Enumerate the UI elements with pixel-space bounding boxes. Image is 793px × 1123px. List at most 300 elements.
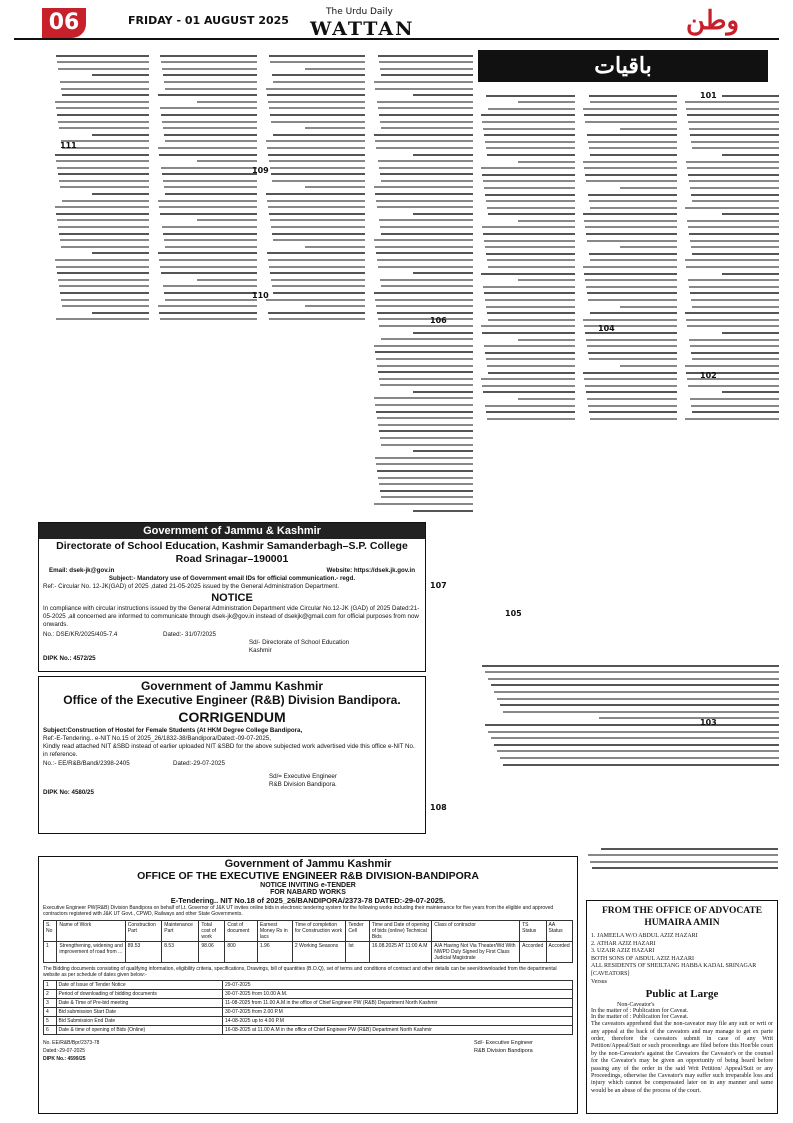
issue-date: FRIDAY - 01 AUGUST 2025 xyxy=(128,14,289,27)
urdu-text-line xyxy=(589,95,677,97)
schedule-cell: 29-07-2025 xyxy=(223,981,573,990)
urdu-text-line xyxy=(376,463,473,465)
urdu-text-line xyxy=(59,127,149,129)
tender-col-header: Name of Work xyxy=(57,921,125,942)
schedule-row xyxy=(44,999,573,1008)
urdu-text-line xyxy=(413,510,473,512)
urdu-text-line xyxy=(685,365,779,367)
urdu-text-line xyxy=(379,430,473,432)
urdu-text-line xyxy=(376,147,473,149)
corrigendum-number: No.:- EE/R&B/Bandi/2398-2405 xyxy=(43,760,130,767)
corrigendum-date: Dated:-29-07-2025 xyxy=(173,760,225,767)
matter-line: In the matter of : Publication for Caveat. xyxy=(591,1014,689,1021)
tender-cell: 8.53 xyxy=(162,942,199,963)
corrigendum-heading: CORRIGENDUM xyxy=(178,709,286,725)
urdu-text-line xyxy=(503,711,779,713)
tender-notice-title: NOTICE INVITING e-TENDER xyxy=(260,882,356,889)
urdu-text-line xyxy=(158,305,257,307)
urdu-text-line xyxy=(722,95,779,97)
story-number-label: 106 xyxy=(430,316,447,325)
urdu-text-line xyxy=(690,240,779,242)
urdu-text-line xyxy=(375,299,473,301)
urdu-text-line xyxy=(692,147,779,149)
story-number-label: 108 xyxy=(430,803,447,812)
urdu-text-line xyxy=(692,306,779,308)
urdu-text-line xyxy=(686,319,779,321)
urdu-text-line xyxy=(374,134,473,136)
dipk-number: DIPK No.: 4599/25 xyxy=(43,1056,86,1062)
urdu-text-line xyxy=(266,193,365,195)
urdu-text-line xyxy=(413,272,473,274)
corrigendum-signatory-office: R&B Division Bandipora. xyxy=(269,781,337,788)
urdu-text-line xyxy=(518,398,575,400)
urdu-text-line xyxy=(56,266,149,268)
schedule-cell: 4 xyxy=(44,1008,57,1017)
urdu-text-line xyxy=(691,352,779,354)
urdu-text-line xyxy=(380,437,473,439)
notice-ref: Ref:- Circular No. 12-JK(GAD) of 2025 ,dated 21-05-2025 issued by the General Administration Department. xyxy=(43,583,340,590)
urdu-text-line xyxy=(588,141,677,143)
urdu-text-line xyxy=(503,764,779,766)
tender-col-header: S. No xyxy=(44,921,57,942)
tender-col-header: Time and Date of opening of bids (online) Technical Bids xyxy=(369,921,431,942)
urdu-text-line xyxy=(413,450,473,452)
urdu-column-2 xyxy=(582,90,677,660)
urdu-text-line xyxy=(377,417,473,419)
urdu-text-line xyxy=(585,226,677,228)
urdu-text-line xyxy=(269,107,365,109)
urdu-text-line xyxy=(56,160,149,162)
urdu-text-line xyxy=(381,180,473,182)
urdu-text-line xyxy=(55,259,149,261)
corrigendum-signatory: Sd/= Executive Engineer xyxy=(269,773,337,780)
urdu-text-line xyxy=(270,219,365,221)
urdu-text-line xyxy=(589,147,677,149)
urdu-text-line xyxy=(381,285,473,287)
masthead-tagline: The Urdu Daily xyxy=(326,7,393,17)
urdu-text-line xyxy=(486,253,575,255)
urdu-text-line xyxy=(481,167,575,169)
caveator-line: BOTH SONS OF ABDUL AZIZ HAZARI xyxy=(591,955,694,962)
story-number-label: 103 xyxy=(700,718,717,727)
urdu-text-line xyxy=(378,477,473,479)
urdu-text-line xyxy=(58,173,149,175)
urdu-text-line xyxy=(92,74,149,76)
schedule-cell: 5 xyxy=(44,1017,57,1026)
urdu-text-line xyxy=(61,299,149,301)
urdu-text-line xyxy=(486,358,575,360)
urdu-text-line xyxy=(413,213,473,215)
urdu-text-line xyxy=(58,68,149,70)
urdu-text-line xyxy=(58,226,149,228)
urdu-text-line xyxy=(518,279,575,281)
urdu-text-line xyxy=(583,161,677,163)
urdu-text-line xyxy=(692,411,779,413)
schedule-cell: 16-08-2025 at 11.00 A.M in the office of Chief Engineer PW (R&B) Department North Kashmir xyxy=(223,1026,573,1035)
tender-signatory-office: R&B Division Bandipora xyxy=(473,1048,533,1054)
tender-cell: 2 Working Seasons xyxy=(292,942,345,963)
urdu-text-line xyxy=(56,213,149,215)
urdu-text-line xyxy=(266,88,365,90)
urdu-text-line xyxy=(585,174,677,176)
urdu-text-line xyxy=(620,246,677,248)
urdu-text-line xyxy=(413,391,473,393)
urdu-text-line xyxy=(273,239,365,241)
urdu-text-line xyxy=(484,134,575,136)
urdu-text-line xyxy=(599,717,779,719)
urdu-text-line xyxy=(491,737,779,739)
tender-col-header: Total cost of work xyxy=(199,921,225,942)
urdu-text-line xyxy=(590,101,677,103)
urdu-text-line xyxy=(589,411,677,413)
urdu-text-line xyxy=(481,273,575,275)
tender-col-header: Class of contractor xyxy=(432,921,520,942)
urdu-text-line xyxy=(688,121,779,123)
urdu-text-line xyxy=(590,207,677,209)
urdu-text-line xyxy=(272,180,365,182)
urdu-text-line xyxy=(518,339,575,341)
urdu-text-line xyxy=(378,318,473,320)
urdu-text-line xyxy=(56,318,149,320)
urdu-text-line xyxy=(485,671,779,673)
urdu-text-line xyxy=(62,200,149,202)
urdu-text-line xyxy=(379,483,473,485)
urdu-text-line xyxy=(379,219,473,221)
email-text: Email: dsek-jk@gov.in xyxy=(49,567,115,574)
urdu-text-line xyxy=(55,101,149,103)
urdu-text-line xyxy=(57,219,149,221)
urdu-text-line xyxy=(374,186,473,188)
urdu-text-line xyxy=(485,246,575,248)
urdu-text-line xyxy=(271,121,365,123)
urdu-text-line xyxy=(483,180,575,182)
urdu-text-line xyxy=(689,339,779,341)
urdu-text-line xyxy=(379,61,473,63)
tender-notice-nabard xyxy=(38,856,578,1114)
urdu-text-line xyxy=(690,134,779,136)
tender-number: No. EE/R&B/Bpr/2373-78 xyxy=(43,1040,100,1046)
urdu-text-line xyxy=(483,286,575,288)
schedule-row xyxy=(44,1008,573,1017)
urdu-text-line xyxy=(59,180,149,182)
tender-cell: 1 xyxy=(44,942,57,963)
urdu-text-line xyxy=(687,220,779,222)
urdu-text-line xyxy=(160,55,257,57)
urdu-text-line xyxy=(587,345,677,347)
urdu-text-line xyxy=(685,101,779,103)
corrigendum-gov: Government of Jammu Kashmir xyxy=(140,679,324,693)
urdu-text-line xyxy=(486,200,575,202)
schedule-cell: Date of Issue of Tender Notice xyxy=(56,981,223,990)
urdu-text-line xyxy=(487,259,575,261)
urdu-text-line xyxy=(377,312,473,314)
urdu-text-line xyxy=(92,312,149,314)
urdu-text-line xyxy=(685,312,779,314)
urdu-text-line xyxy=(58,279,149,281)
urdu-text-line xyxy=(377,101,473,103)
urdu-text-line xyxy=(376,411,473,413)
urdu-column-8 xyxy=(479,660,779,840)
urdu-text-line xyxy=(58,121,149,123)
urdu-text-line xyxy=(266,299,365,301)
urdu-text-line xyxy=(487,365,575,367)
schedule-cell: 3 xyxy=(44,999,57,1008)
urdu-text-line xyxy=(268,154,365,156)
urdu-text-line xyxy=(158,200,257,202)
urdu-text-line xyxy=(270,114,365,116)
urdu-text-line xyxy=(687,167,779,169)
urdu-text-line xyxy=(379,325,473,327)
urdu-column-3 xyxy=(480,90,575,660)
urdu-text-line xyxy=(482,332,575,334)
urdu-text-line xyxy=(690,398,779,400)
urdu-text-line xyxy=(589,253,677,255)
urdu-text-line xyxy=(588,854,778,856)
urdu-text-line xyxy=(690,187,779,189)
urdu-text-line xyxy=(305,186,365,188)
schedule-cell: 2 xyxy=(44,990,57,999)
urdu-text-line xyxy=(590,418,677,420)
urdu-text-line xyxy=(161,61,257,63)
urdu-text-line xyxy=(584,273,677,275)
schedule-row xyxy=(44,1026,573,1035)
urdu-text-line xyxy=(378,266,473,268)
tender-cell: 98.06 xyxy=(199,942,225,963)
urdu-text-line xyxy=(690,292,779,294)
urdu-text-line xyxy=(486,147,575,149)
schedule-cell: Period of downloading of bidding documents xyxy=(56,990,223,999)
urdu-text-line xyxy=(273,292,365,294)
urdu-text-line xyxy=(160,107,257,109)
urdu-text-line xyxy=(381,444,473,446)
urdu-text-line xyxy=(378,424,473,426)
urdu-text-line xyxy=(590,861,778,863)
urdu-notice-column xyxy=(586,843,778,893)
urdu-text-line xyxy=(271,173,365,175)
story-number-label: 107 xyxy=(430,581,447,590)
urdu-text-line xyxy=(374,292,473,294)
dipk-number: DIPK No: 4580/25 xyxy=(43,789,94,796)
urdu-text-line xyxy=(164,81,257,83)
urdu-text-line xyxy=(160,213,257,215)
tender-col-header: Cost of document xyxy=(225,921,258,942)
urdu-text-line xyxy=(163,74,257,76)
urdu-text-line xyxy=(686,266,779,268)
urdu-column-5 xyxy=(265,50,365,520)
urdu-text-line xyxy=(162,68,257,70)
urdu-text-line xyxy=(270,167,365,169)
tender-cell: Accorded xyxy=(520,942,546,963)
urdu-text-line xyxy=(584,167,677,169)
urdu-text-line xyxy=(268,101,365,103)
urdu-text-line xyxy=(266,140,365,142)
urdu-text-line xyxy=(620,306,677,308)
tender-cell: Strengthening, widening and improvement of road from ... xyxy=(57,942,125,963)
urdu-text-line xyxy=(165,299,257,301)
tender-col-header: Construction Part xyxy=(125,921,162,942)
urdu-text-line xyxy=(481,325,575,327)
notice-subject: Subject:- Mandatory use of Government email IDs for official communication.- regd. xyxy=(108,575,356,582)
corrigendum-body: Kindly read attached NIT &SBD instead of earlier uploaded NIT &SBD for the above subjected work advertised vide this office e-NIT No. in reference. xyxy=(43,743,415,758)
urdu-text-line xyxy=(272,233,365,235)
tender-col-header: Maintenance Part xyxy=(162,921,199,942)
caveat-body: The caveators apprehend that the non-caveator may file any suit or writ or any appeal at the back of the caveators and may manage to get ex parte order, therefore the caveators submit in case of any Writ Petition/Appeal/Suit or such proceedings are filed before this Hon'ble court by the non-Caveator's against the Caveators the Caveator's or the counsel for the Caveator's may be given an opportunity of being heard before passing any of the order in the said Writ Petition/ Appeal/Suit or any Proceedings, otherwise the Caveator's may suffer such irreparable loss and injury which cannot be compensated later on in any manner and same would be an abuse of the process of the court. xyxy=(591,1021,773,1094)
urdu-text-line xyxy=(586,339,677,341)
schedule-row xyxy=(44,990,573,999)
urdu-text-line xyxy=(159,259,257,261)
urdu-text-line xyxy=(586,286,677,288)
urdu-text-line xyxy=(57,167,149,169)
urdu-text-line xyxy=(620,365,677,367)
urdu-text-line xyxy=(159,312,257,314)
urdu-text-line xyxy=(377,206,473,208)
urdu-text-line xyxy=(55,154,149,156)
urdu-text-line xyxy=(484,345,575,347)
urdu-text-line xyxy=(267,94,365,96)
tender-footer xyxy=(39,1037,577,1065)
urdu-text-line xyxy=(485,299,575,301)
urdu-text-line xyxy=(485,141,575,143)
urdu-text-line xyxy=(485,724,779,726)
urdu-text-line xyxy=(164,186,257,188)
urdu-text-line xyxy=(483,233,575,235)
urdu-text-line xyxy=(413,332,473,334)
urdu-text-line xyxy=(685,418,779,420)
schedule-row xyxy=(44,1017,573,1026)
tender-cell: Ist xyxy=(346,942,370,963)
advocate-caveat-notice xyxy=(586,900,778,1114)
urdu-text-line xyxy=(497,750,779,752)
notice-number: No.: DSE/KR/2025/405-7.4 xyxy=(43,631,118,638)
tender-table xyxy=(43,920,573,963)
tender-schedule-intro: The Bidding documents consisting of qualifying information, eligibility criteria, specifications, Drawings, bill of quantities (B.O.Q), set of terms and conditions of contract and other details can be seen/downloaded from the departmental website as per schedule of dates given below:- xyxy=(43,966,557,978)
urdu-text-line xyxy=(378,55,473,57)
urdu-text-line xyxy=(494,691,779,693)
urdu-text-line xyxy=(588,352,677,354)
tender-col-header: Earnest Money Rs in lacs xyxy=(257,921,292,942)
urdu-text-line xyxy=(482,121,575,123)
urdu-text-line xyxy=(482,226,575,228)
tender-cell: 89.53 xyxy=(125,942,162,963)
caveator-line: ALL RESIDENTS OF SHEILTANG HABBA KADAL SRINAGAR xyxy=(591,963,757,970)
urdu-text-line xyxy=(273,134,365,136)
urdu-text-line xyxy=(583,108,677,110)
urdu-text-line xyxy=(61,88,149,90)
urdu-text-line xyxy=(497,698,779,700)
urdu-text-line xyxy=(59,285,149,287)
tender-schedule-table xyxy=(43,980,573,1035)
urdu-text-line xyxy=(57,61,149,63)
urdu-text-line xyxy=(268,206,365,208)
urdu-text-line xyxy=(272,285,365,287)
urdu-text-line xyxy=(518,101,575,103)
urdu-text-line xyxy=(381,127,473,129)
urdu-text-line xyxy=(588,299,677,301)
urdu-text-line xyxy=(159,206,257,208)
urdu-text-line xyxy=(588,194,677,196)
urdu-text-line xyxy=(690,345,779,347)
urdu-text-line xyxy=(722,213,779,215)
urdu-text-line xyxy=(57,114,149,116)
urdu-text-line xyxy=(268,312,365,314)
urdu-text-line xyxy=(587,134,677,136)
urdu-column-1 xyxy=(684,90,779,660)
urdu-text-line xyxy=(163,127,257,129)
urdu-text-line xyxy=(377,259,473,261)
urdu-text-line xyxy=(413,154,473,156)
urdu-text-line xyxy=(620,128,677,130)
urdu-text-line xyxy=(483,128,575,130)
urdu-text-line xyxy=(374,239,473,241)
urdu-text-line xyxy=(269,213,365,215)
notice-gov-title: Government of Jammu & Kashmir xyxy=(39,523,425,539)
urdu-text-line xyxy=(691,246,779,248)
urdu-text-line xyxy=(518,220,575,222)
urdu-text-line xyxy=(161,167,257,169)
urdu-text-line xyxy=(377,470,473,472)
urdu-text-line xyxy=(378,371,473,373)
urdu-text-line xyxy=(56,55,149,57)
urdu-text-line xyxy=(583,372,677,374)
urdu-text-line xyxy=(270,272,365,274)
urdu-text-line xyxy=(686,108,779,110)
urdu-text-line xyxy=(380,68,473,70)
urdu-text-line xyxy=(269,318,365,320)
urdu-text-line xyxy=(60,239,149,241)
urdu-text-line xyxy=(590,259,677,261)
tender-office: OFFICE OF THE EXECUTIVE ENGINEER R&B DIVISION-BANDIPORA xyxy=(137,870,479,882)
urdu-text-line xyxy=(92,134,149,136)
urdu-text-line xyxy=(159,154,257,156)
urdu-text-line xyxy=(271,226,365,228)
urdu-text-line xyxy=(488,678,779,680)
urdu-text-line xyxy=(375,351,473,353)
urdu-text-line xyxy=(158,94,257,96)
urdu-text-line xyxy=(486,95,575,97)
tender-signatory: Sd/- Executive Engineer xyxy=(473,1040,533,1046)
story-number-label: 111 xyxy=(60,141,77,150)
urdu-text-line xyxy=(56,107,149,109)
urdu-column-6 xyxy=(157,50,257,520)
urdu-text-line xyxy=(685,207,779,209)
urdu-text-line xyxy=(590,312,677,314)
urdu-text-line xyxy=(62,305,149,307)
urdu-text-line xyxy=(692,253,779,255)
tender-cell: A/A Having Not Via Theater/Wd With NWPD Duly Signed by First Class Judicial Magistrate xyxy=(432,942,520,963)
urdu-text-line xyxy=(620,187,677,189)
urdu-text-line xyxy=(374,81,473,83)
notice-directorate: Directorate of School Education, Kashmir Samanderbagh–S.P. College Road Srinagar–190001 xyxy=(56,540,408,565)
urdu-text-line xyxy=(376,200,473,202)
urdu-text-line xyxy=(685,259,779,261)
schedule-cell: 11-08-2025 from 11.00 A.M in the office of Chief Engineer PW (R&B) Department North Kashmir xyxy=(223,999,573,1008)
urdu-text-line xyxy=(197,101,257,103)
urdu-text-line xyxy=(484,292,575,294)
urdu-text-line xyxy=(378,160,473,162)
urdu-text-line xyxy=(267,147,365,149)
urdu-text-line xyxy=(269,266,365,268)
notice-date: Dated:- 31/07/2025 xyxy=(163,631,216,638)
urdu-text-line xyxy=(601,848,778,850)
urdu-text-line xyxy=(161,114,257,116)
urdu-text-line xyxy=(482,174,575,176)
urdu-text-line xyxy=(584,114,677,116)
tender-date: Dated:-29-07-2025 xyxy=(43,1048,85,1054)
corrigendum-number-row xyxy=(39,759,425,769)
urdu-text-line xyxy=(381,496,473,498)
urdu-text-line xyxy=(487,312,575,314)
urdu-text-line xyxy=(689,233,779,235)
